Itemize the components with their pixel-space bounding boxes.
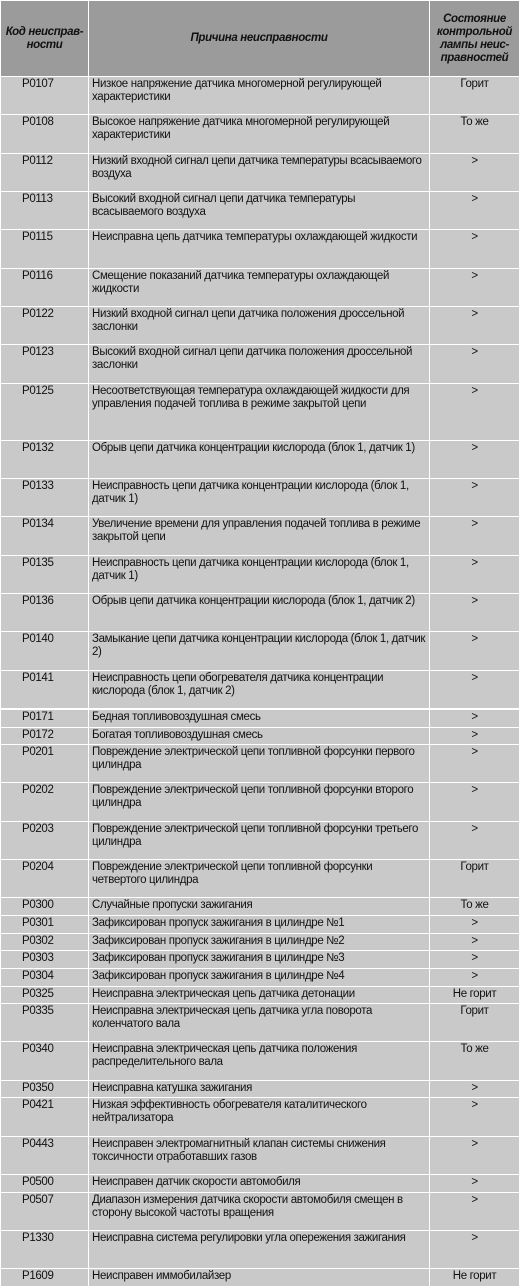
reason-cell: Низкое напряжение датчика многомерной регулирующей характеристики: [89, 77, 430, 115]
code-cell: P0135: [1, 555, 89, 593]
state-cell: >: [430, 191, 519, 229]
table-row: [1, 670, 519, 709]
table-row: [1, 1098, 519, 1136]
state-cell: >: [430, 1230, 519, 1268]
state-cell: >: [430, 745, 519, 783]
code-cell: P0302: [1, 933, 89, 951]
state-cell: >: [430, 1136, 519, 1174]
state-cell: >: [430, 1098, 519, 1136]
reason-cell: Повреждение электрической цепи топливной форсунки четвертого цилиндра: [89, 860, 430, 898]
state-cell: Горит: [430, 77, 519, 115]
code-cell: P0122: [1, 306, 89, 344]
state-cell: >: [430, 230, 519, 268]
state-cell: >: [430, 709, 519, 727]
state-cell: То же: [430, 1042, 519, 1080]
reason-cell: Несоответствующая температура охлаждающей жидкости для управления подачей топлива в режиме закрытой цепи: [89, 383, 430, 440]
reason-cell: Повреждение электрической цепи топливной форсунки третьего цилиндра: [89, 821, 430, 859]
code-cell: P0203: [1, 821, 89, 859]
state-cell: >: [430, 593, 519, 631]
table-row: [1, 709, 519, 727]
state-cell: >: [430, 821, 519, 859]
code-cell: P0112: [1, 153, 89, 191]
state-cell: >: [430, 783, 519, 821]
header-code: Код неисправ-ности: [1, 1, 89, 77]
reason-cell: Увеличение времени для управления подачей топлива в режиме закрытой цепи: [89, 517, 430, 555]
code-cell: P0500: [1, 1175, 89, 1193]
state-cell: >: [430, 555, 519, 593]
code-cell: P0132: [1, 440, 89, 478]
code-cell: P0136: [1, 593, 89, 631]
table-row: [1, 727, 519, 745]
reason-cell: Неисправность цепи датчика концентрации кислорода (блок 1, датчик 1): [89, 478, 430, 516]
reason-cell: Диапазон измерения датчика скорости автомобиля смещен в сторону высокой частоты вращения: [89, 1192, 430, 1230]
code-cell: P0304: [1, 968, 89, 986]
table-row: [1, 593, 519, 631]
state-cell: >: [430, 268, 519, 306]
code-cell: P0133: [1, 478, 89, 516]
code-cell: P0421: [1, 1098, 89, 1136]
state-cell: >: [430, 440, 519, 478]
table-header-row: [1, 1, 519, 77]
table-row: [1, 1136, 519, 1174]
reason-cell: Смещение показаний датчика температуры охлаждающей жидкости: [89, 268, 430, 306]
reason-cell: Неисправен электромагнитный клапан системы снижения токсичности отработавших газов: [89, 1136, 430, 1174]
state-cell: >: [430, 345, 519, 383]
code-cell: P0140: [1, 632, 89, 670]
table-row: [1, 632, 519, 670]
code-cell: P0115: [1, 230, 89, 268]
table-row: [1, 191, 519, 229]
header-state: Состояние контрольной лампы неис-правностей: [430, 1, 519, 77]
table-row: [1, 153, 519, 191]
header-reason: Причина неисправности: [89, 1, 430, 77]
state-cell: >: [430, 670, 519, 709]
reason-cell: Неисправен иммобилайзер: [89, 1269, 430, 1287]
table-row: [1, 1042, 519, 1080]
reason-cell: Замыкание цепи датчика концентрации кислорода (блок 1, датчик 2): [89, 632, 430, 670]
table-row: [1, 821, 519, 859]
code-cell: P0134: [1, 517, 89, 555]
code-cell: P0204: [1, 860, 89, 898]
reason-cell: Низкий входной сигнал цепи датчика положения дроссельной заслонки: [89, 306, 430, 344]
table-row: [1, 230, 519, 268]
reason-cell: Богатая топливовоздушная смесь: [89, 727, 430, 745]
table-row: [1, 517, 519, 555]
code-cell: P0108: [1, 115, 89, 153]
state-cell: Не горит: [430, 1269, 519, 1287]
table-row: [1, 478, 519, 516]
code-cell: P0123: [1, 345, 89, 383]
reason-cell: Низкий входной сигнал цепи датчика температуры всасываемого воздуха: [89, 153, 430, 191]
reason-cell: Неисправна цепь датчика температуры охлаждающей жидкости: [89, 230, 430, 268]
code-cell: P0201: [1, 745, 89, 783]
code-cell: P0303: [1, 951, 89, 969]
reason-cell: Высокий входной сигнал цепи датчика температуры всасываемого воздуха: [89, 191, 430, 229]
reason-cell: Низкая эффективность обогревателя каталитического нейтрализатора: [89, 1098, 430, 1136]
state-cell: >: [430, 933, 519, 951]
reason-cell: Случайные пропуски зажигания: [89, 898, 430, 916]
reason-cell: Неисправна электрическая цепь датчика угла поворота коленчатого вала: [89, 1004, 430, 1042]
reason-cell: Неисправность цепи обогревателя датчика концентрации кислорода (блок 1, датчик 2): [89, 670, 430, 709]
code-cell: P0301: [1, 916, 89, 934]
code-cell: P0443: [1, 1136, 89, 1174]
table-row: [1, 1269, 519, 1287]
code-cell: P0325: [1, 986, 89, 1004]
table-row: [1, 77, 519, 115]
table-row: [1, 860, 519, 898]
code-cell: P0125: [1, 383, 89, 440]
reason-cell: Неисправна электрическая цепь датчика детонации: [89, 986, 430, 1004]
table-row: [1, 745, 519, 783]
state-cell: >: [430, 383, 519, 440]
code-cell: P0507: [1, 1192, 89, 1230]
state-cell: >: [430, 951, 519, 969]
table-row: [1, 1080, 519, 1098]
reason-cell: Зафиксирован пропуск зажигания в цилиндре №3: [89, 951, 430, 969]
reason-cell: Неисправна катушка зажигания: [89, 1080, 430, 1098]
code-cell: P1330: [1, 1230, 89, 1268]
table-row: [1, 115, 519, 153]
reason-cell: Высокий входной сигнал цепи датчика положения дроссельной заслонки: [89, 345, 430, 383]
table-row: [1, 933, 519, 951]
table-body: [1, 77, 519, 1287]
table-row: [1, 1004, 519, 1042]
state-cell: >: [430, 1175, 519, 1193]
state-cell: Не горит: [430, 986, 519, 1004]
state-cell: >: [430, 1080, 519, 1098]
code-cell: P0113: [1, 191, 89, 229]
code-cell: P0350: [1, 1080, 89, 1098]
state-cell: >: [430, 632, 519, 670]
reason-cell: Повреждение электрической цепи топливной форсунки первого цилиндра: [89, 745, 430, 783]
reason-cell: Обрыв цепи датчика концентрации кислорода (блок 1, датчик 1): [89, 440, 430, 478]
state-cell: >: [430, 153, 519, 191]
table-row: [1, 383, 519, 440]
reason-cell: Повреждение электрической цепи топливной форсунки второго цилиндра: [89, 783, 430, 821]
state-cell: >: [430, 916, 519, 934]
state-cell: То же: [430, 115, 519, 153]
state-cell: >: [430, 306, 519, 344]
state-cell: >: [430, 478, 519, 516]
code-cell: P1609: [1, 1269, 89, 1287]
table-row: [1, 968, 519, 986]
reason-cell: Зафиксирован пропуск зажигания в цилиндре №4: [89, 968, 430, 986]
code-cell: P0300: [1, 898, 89, 916]
state-cell: >: [430, 968, 519, 986]
table-row: [1, 783, 519, 821]
table-row: [1, 951, 519, 969]
reason-cell: Зафиксирован пропуск зажигания в цилиндре №1: [89, 916, 430, 934]
state-cell: >: [430, 517, 519, 555]
reason-cell: Бедная топливовоздушная смесь: [89, 709, 430, 727]
code-cell: P0116: [1, 268, 89, 306]
table-row: [1, 898, 519, 916]
table-row: [1, 268, 519, 306]
code-cell: P0335: [1, 1004, 89, 1042]
table-row: [1, 440, 519, 478]
table-row: [1, 916, 519, 934]
state-cell: >: [430, 727, 519, 745]
code-cell: P0202: [1, 783, 89, 821]
table-row: [1, 555, 519, 593]
code-cell: P0141: [1, 670, 89, 709]
reason-cell: Неисправна электрическая цепь датчика положения распределительного вала: [89, 1042, 430, 1080]
reason-cell: Высокое напряжение датчика многомерной регулирующей характеристики: [89, 115, 430, 153]
code-cell: P0107: [1, 77, 89, 115]
table-row: [1, 1230, 519, 1268]
state-cell: Горит: [430, 860, 519, 898]
table-row: [1, 345, 519, 383]
reason-cell: Зафиксирован пропуск зажигания в цилиндре №2: [89, 933, 430, 951]
table-row: [1, 1192, 519, 1230]
reason-cell: Неисправность цепи датчика концентрации кислорода (блок 1, датчик 1): [89, 555, 430, 593]
table-row: [1, 306, 519, 344]
table-row: [1, 1175, 519, 1193]
table-row: [1, 986, 519, 1004]
reason-cell: Неисправна система регулировки угла опережения зажигания: [89, 1230, 430, 1268]
code-cell: P0340: [1, 1042, 89, 1080]
reason-cell: Неисправен датчик скорости автомобиля: [89, 1175, 430, 1193]
state-cell: Горит: [430, 1004, 519, 1042]
code-cell: P0172: [1, 727, 89, 745]
code-cell: P0171: [1, 709, 89, 727]
state-cell: То же: [430, 898, 519, 916]
reason-cell: Обрыв цепи датчика концентрации кислорода (блок 1, датчик 2): [89, 593, 430, 631]
state-cell: >: [430, 1192, 519, 1230]
